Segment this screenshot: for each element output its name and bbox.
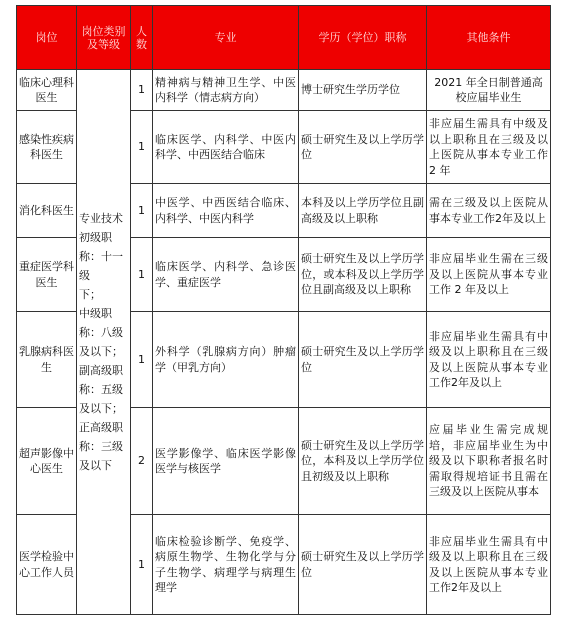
header-category: 岗位类别及等级: [77, 6, 131, 70]
recruitment-table: [16, 5, 551, 615]
rank-line: 中级职称：八级及以下；: [79, 307, 123, 358]
major-cell: 中医学、中西医结合临床、内科学、中医内科学: [153, 184, 299, 238]
count-cell: 1: [131, 238, 153, 312]
degree-cell: 硕士研究生及以上学历学位: [299, 312, 427, 408]
other-cell: 非应届生需具有中级及以上职称且在三级及以上医院从事本专业工作 2 年: [427, 111, 551, 184]
degree-cell: 硕士研究生及以上学历学位: [299, 515, 427, 615]
other-cell: 非应届毕业生需在三级及以上医院从事本专业工作 2 年及以上: [427, 238, 551, 312]
count-cell: 1: [131, 184, 153, 238]
other-cell: 非应届毕业生需具有中级及以上职称且在三级及以上医院从事本专业工作2年及以上: [427, 312, 551, 408]
other-cell: 2021 年全日制普通高校应届毕业生: [427, 70, 551, 111]
header-count: 人数: [131, 6, 153, 70]
count-cell: 1: [131, 111, 153, 184]
other-cell: 应届毕业生需完成规培，非应届毕业生为中级及以下职称者报名时需取得规培证书且需在三级及以上医院从事本: [427, 408, 551, 515]
header-degree: 学历（学位）职称: [299, 6, 427, 70]
degree-cell: 博士研究生学历学位: [299, 70, 427, 111]
count-cell: 1: [131, 515, 153, 615]
other-cell: 非应届毕业生需具有中级及以上职称且在三级及以上医院从事本专业工作2年及以上: [427, 515, 551, 615]
degree-cell: 硕士研究生及以上学历学位: [299, 111, 427, 184]
major-cell: 临床检验诊断学、免疫学、病原生物学、生物化学与分子生物学、病理学与病理生理学: [153, 515, 299, 615]
degree-cell: 硕士研究生及以上学历学位，或本科及以上学历学位且副高级及以上职称: [299, 238, 427, 312]
category-cell: [77, 70, 131, 615]
rank-line: 专业技术: [79, 212, 123, 225]
rank-line: 下；: [79, 288, 101, 301]
major-cell: 精神病与精神卫生学、中医内科学（情志病方向）: [153, 70, 299, 111]
major-cell: 临床医学、内科学、急诊医学、重症医学: [153, 238, 299, 312]
table-row: [17, 70, 551, 111]
other-cell: 需在三级及以上医院从事本专业工作2年及以上: [427, 184, 551, 238]
position-cell: 医学检验中心工作人员: [17, 515, 77, 615]
count-cell: 1: [131, 70, 153, 111]
position-cell: 重症医学科医生: [17, 238, 77, 312]
position-cell: 消化科医生: [17, 184, 77, 238]
degree-cell: 本科及以上学历学位且副高级及以上职称: [299, 184, 427, 238]
count-cell: 1: [131, 312, 153, 408]
recruitment-table-wrapper: [16, 5, 551, 615]
rank-line: 副高级职称：五级及以下；: [79, 364, 123, 415]
header-position: 岗位: [17, 6, 77, 70]
position-cell: 临床心理科医生: [17, 70, 77, 111]
major-cell: 临床医学、内科学、中医内科学、中西医结合临床: [153, 111, 299, 184]
position-cell: 乳腺病科医生: [17, 312, 77, 408]
position-cell: 超声影像中心医生: [17, 408, 77, 515]
header-row: [17, 6, 551, 70]
position-cell: 感染性疾病科医生: [17, 111, 77, 184]
major-cell: 外科学（乳腺病方向）肿瘤学（甲乳方向）: [153, 312, 299, 408]
rank-line: 正高级职称：三级及以下: [79, 421, 123, 472]
count-cell: 2: [131, 408, 153, 515]
header-other: 其他条件: [427, 6, 551, 70]
major-cell: 医学影像学、临床医学影像医学与核医学: [153, 408, 299, 515]
rank-line: 初级职称：十一级: [79, 231, 123, 282]
header-major: 专业: [153, 6, 299, 70]
degree-cell: 硕士研究生及以上学历学位，本科及以上学历学位且初级及以上职称: [299, 408, 427, 515]
